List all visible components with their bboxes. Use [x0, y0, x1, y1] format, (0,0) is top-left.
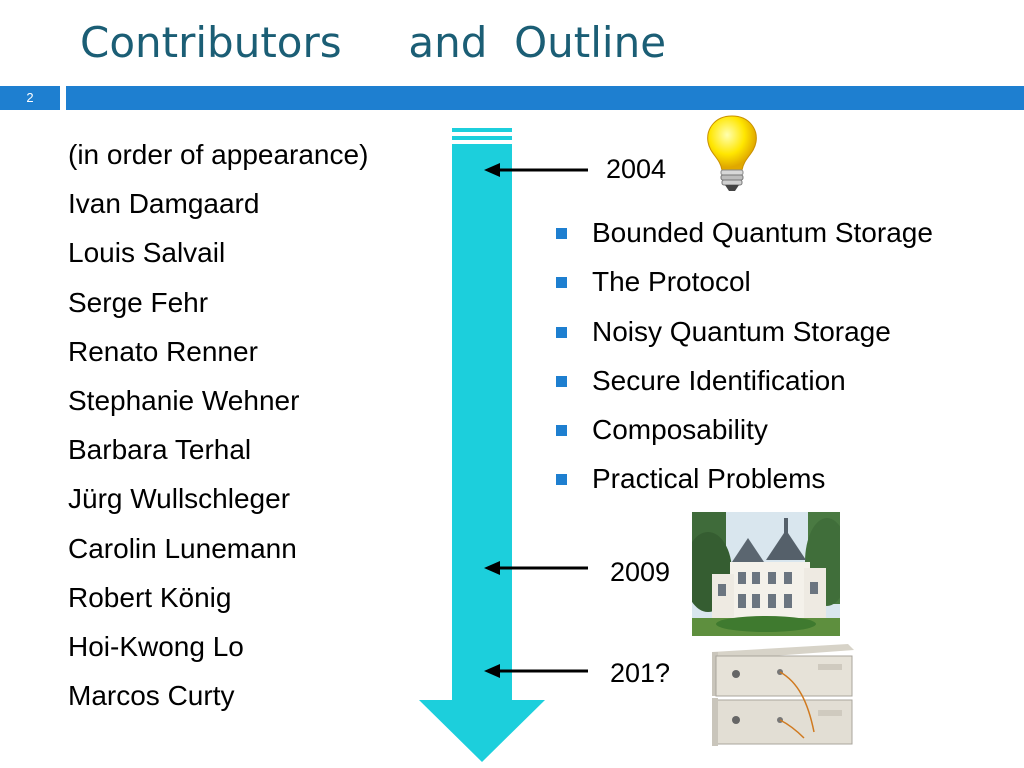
contributor-name: Ivan Damgaard [68, 188, 260, 220]
lightbulb-icon [700, 112, 764, 196]
outline-item: Secure Identification [556, 356, 933, 405]
outline-item: Noisy Quantum Storage [556, 307, 933, 356]
pointer-arrow-2009 [484, 561, 588, 575]
contributor-name: Serge Fehr [68, 286, 209, 318]
contributor-name: Jürg Wullschleger [68, 483, 291, 515]
outline-list [556, 208, 933, 504]
bullet-square-icon [556, 425, 567, 436]
contributors-note: (in order of appearance) [68, 139, 369, 170]
contributor-name: Carolin Lunemann [68, 532, 297, 564]
castle-photo [692, 512, 840, 636]
contributor-name: Hoi-Kwong Lo [68, 630, 244, 662]
bullet-square-icon [556, 327, 567, 338]
quantum-device-photo [708, 642, 856, 750]
contributor-name: Louis Salvail [68, 237, 226, 269]
year-label-2004: 2004 [606, 154, 667, 184]
pointer-arrow-201x [484, 664, 588, 678]
contributor-name: Renato Renner [68, 335, 258, 367]
bullet-square-icon [556, 474, 567, 485]
contributor-name: Barbara Terhal [68, 434, 252, 466]
bullet-square-icon [556, 228, 567, 239]
outline-item: Bounded Quantum Storage [556, 208, 933, 257]
timeline-arrow [419, 128, 545, 762]
slide-title: Contributors and Outline [80, 18, 667, 67]
outline-item: The Protocol [556, 257, 933, 306]
bullet-square-icon [556, 376, 567, 387]
outline-item: Practical Problems [556, 454, 933, 503]
contributor-name: Stephanie Wehner [68, 384, 300, 416]
contributor-name: Robert König [68, 581, 232, 613]
year-label-201x: 201? [610, 658, 671, 688]
bullet-square-icon [556, 277, 567, 288]
slide-number: 2 [26, 90, 34, 105]
pointer-arrow-2004 [484, 163, 588, 177]
contributor-name: Marcos Curty [68, 680, 235, 712]
outline-item: Composability [556, 405, 933, 454]
year-label-2009: 2009 [610, 557, 671, 587]
